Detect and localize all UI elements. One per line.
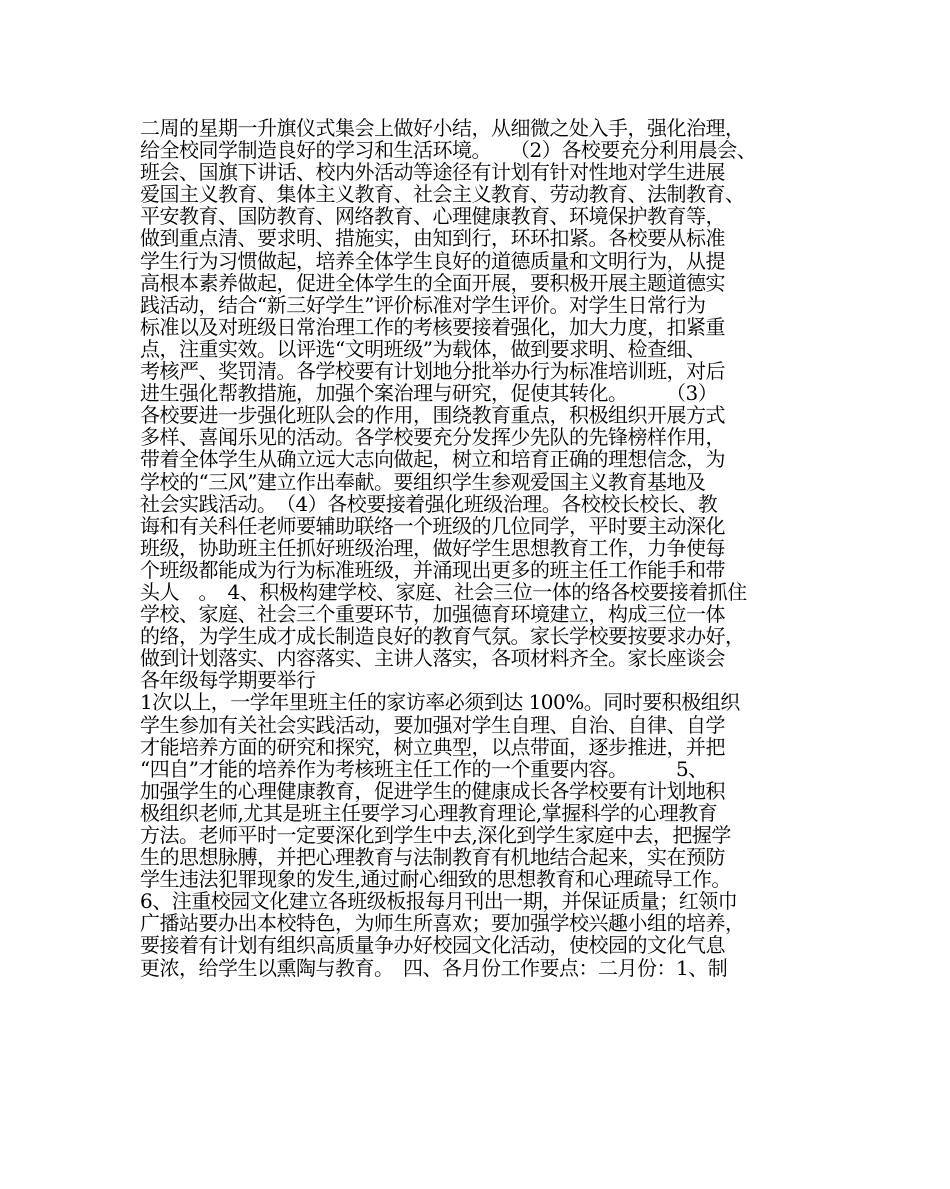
text-line-31: 加强学生的心理健康教育，促进学生的健康成长各学校要有计划地积 xyxy=(140,778,725,803)
text-line-7: 学生行为习惯做起，培养全体学生良好的道德质量和文明行为，从提 xyxy=(140,248,725,273)
text-line-6: 做到重点清、要求明、措施实，由知到行，环环扣紧。各校要从标准 xyxy=(140,226,725,251)
text-line-24: 的络，为学生成才成长制造良好的教育气氛。家长学校要按要求办好， xyxy=(140,624,745,649)
text-line-10: 标准以及对班级日常治理工作的考核要接着强化，加大力度，扣紧重 xyxy=(140,314,725,339)
text-line-33: 方法。老师平时一定要深化到学生中去,深化到学生家庭中去，把握学 xyxy=(140,823,731,847)
text-line-12: 考核严、奖罚清。各学校要有计划地分批举办行为标准培训班，对后 xyxy=(140,359,725,384)
text-line-23: 学校、家庭、社会三个重要环节，加强德育环境建立，构成三位一体 xyxy=(140,602,725,627)
text-line-21: 个班级都能成为行为标准班级，并涌现出更多的班主任工作能手和带 xyxy=(140,557,725,582)
text-line-17: 学校的“三风”建立作出奉献。要组织学生参观爱国主义教育基地及 xyxy=(140,469,706,494)
text-line-19: 诲和有关科任老师要辅助联络一个班级的几位同学，平时要主动深化 xyxy=(140,513,725,538)
text-line-22: 头人 。 4、积极构建学校、家庭、社会三位一体的络各校要接着抓住 xyxy=(140,579,747,604)
text-line-4: 爱国主义教育、集体主义教育、社会主义教育、劳动教育、法制教育、 xyxy=(140,182,745,207)
text-line-2: 给全校同学制造良好的学习和生活环境。 （2）各校要充分利用晨会、 xyxy=(140,138,757,163)
text-line-5: 平安教育、国防教育、网络教育、心理健康教育、环境保护教育等， xyxy=(140,204,725,229)
text-line-28: 学生参加有关社会实践活动，要加强对学生自理、自治、自律、自学 xyxy=(140,712,725,737)
text-line-11: 点，注重实效。以评选“文明班级”为载体，做到要求明、检查细、 xyxy=(140,336,706,361)
text-line-8: 高根本素养做起，促进全体学生的全面开展，要积极开展主题道德实 xyxy=(140,270,725,295)
text-line-14: 各校要进一步强化班队会的作用，围绕教育重点，积极组织开展方式 xyxy=(140,403,725,428)
text-line-15: 多样、喜闻乐见的活动。各学校要充分发挥少先队的先锋榜样作用， xyxy=(140,425,725,450)
text-line-18: 社会实践活动。 （4）各校要接着强化班级治理。各校校长校长、教 xyxy=(140,491,718,516)
text-line-34: 生的思想脉膊，并把心理教育与法制教育有机地结合起来，实在预防 xyxy=(140,845,725,870)
text-line-9: 践活动，结合“新三好学生”评价标准对学生评价。对学生日常行为 xyxy=(140,292,706,317)
text-line-38: 要接着有计划有组织高质量争办好校园文化活动，使校园的文化气息 xyxy=(140,933,725,958)
text-line-27: 1次以上，一学年里班主任的家访率必须到达 100%。同时要积极组织 xyxy=(140,690,740,715)
text-line-32: 极组织老师,尤其是班主任要学习心理教育理论,掌握科学的心理教育 xyxy=(140,800,718,825)
text-line-1: 二周的星期一升旗仪式集会上做好小结，从细微之处入手，强化治理， xyxy=(140,116,745,140)
text-line-26: 各年级每学期要举行 xyxy=(140,668,316,693)
text-line-29: 才能培养方面的研究和探究，树立典型，以点带面，逐步推进，并把 xyxy=(140,734,725,759)
text-line-25: 做到计划落实、内容落实、主讲人落实，各项材料齐全。家长座谈会 xyxy=(140,646,725,671)
text-line-20: 班级，协助班主任抓好班级治理，做好学生思想教育工作，力争使每 xyxy=(140,535,725,560)
text-line-36: 6、注重校园文化建立各班级板报每月刊出一期，并保证质量；红领巾 xyxy=(140,889,738,914)
text-line-37: 广播站要办出本校特色，为师生所喜欢；要加强学校兴趣小组的培养， xyxy=(140,911,745,936)
text-line-13: 进生强化帮教措施，加强个案治理与研究，促使其转化。 （3） xyxy=(140,381,718,406)
text-line-35: 学生违法犯罪现象的发生,通过耐心细致的思想教育和心理疏导工作。 xyxy=(140,867,731,892)
text-line-39: 更浓，给学生以熏陶与教育。 四、各月份工作要点：二月份：1、制 xyxy=(140,955,728,980)
body-text xyxy=(140,117,830,979)
text-line-30: “四自”才能的培养作为考核班主任工作的一个重要内容。 5、 xyxy=(140,756,708,781)
text-line-16: 带着全体学生从确立远大志向做起，树立和培育正确的理想信念，为 xyxy=(140,447,725,472)
text-line-3: 班会、国旗下讲话、校内外活动等途径有计划有针对性地对学生进展 xyxy=(140,160,725,185)
